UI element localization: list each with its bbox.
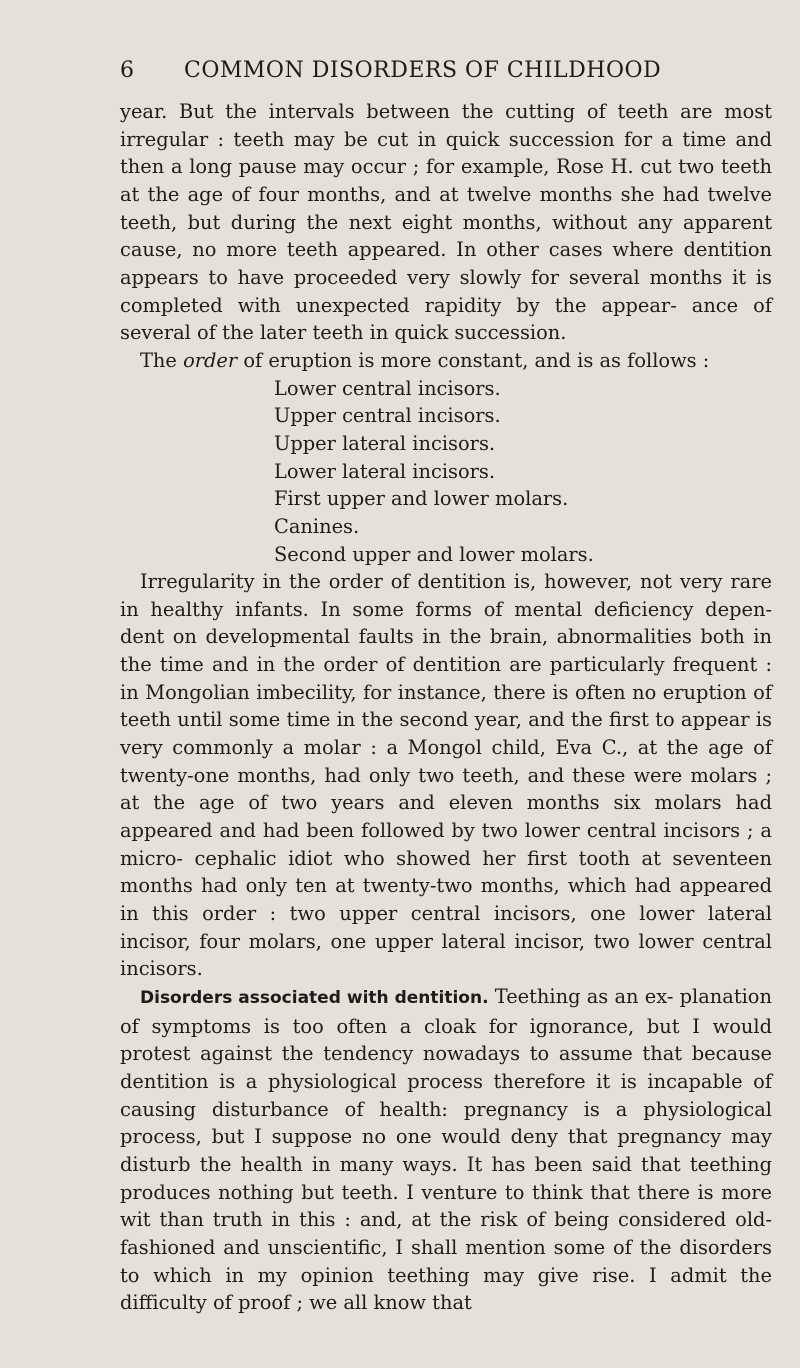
paragraph-irregularity: Irregularity in the order of dentition is, however, not very rare in healthy infants. In some forms of mental deficiency depen- dent on developmental faults in the brain, abnormalities both in the time and in the order of dentition are particularly frequent : in Mongolian imbecility, for instance, there is often no eruption of teeth until some time in the second year, and the first to appear is very commonly a molar : a Mongol child, Eva C., at the age of twenty-one months, had only two teeth, and these were molars ; at the age of two years and eleven months six molars had appeared and had been followed by two lower central incisors ; a micro- cephalic idiot who showed her first tooth at seventeen months had only ten at twenty-two months, which had appeared in this order : two upper central incisors, one lower lateral incisor, four molars, one upper lateral incisor, two lower central incisors. bbox=[120, 570, 772, 981]
body-text bbox=[120, 98, 772, 1317]
order-intro-start: The bbox=[140, 348, 184, 372]
list-item: Upper lateral incisors. bbox=[274, 431, 496, 455]
list-item: Lower lateral incisors. bbox=[274, 459, 496, 483]
list-item: Upper central incisors. bbox=[274, 404, 501, 428]
order-intro-end: of eruption is more constant, and is as follows : bbox=[237, 348, 710, 372]
list-item: Lower central incisors. bbox=[274, 376, 501, 400]
section-heading: Disorders associated with dentition. bbox=[140, 988, 489, 1008]
list-item: Second upper and lower molars. bbox=[274, 542, 594, 566]
paragraph-order-intro bbox=[120, 347, 772, 375]
list-item: Canines. bbox=[274, 514, 360, 538]
running-title: COMMON DISORDERS OF CHILDHOOD bbox=[184, 58, 662, 83]
eruption-order-list bbox=[120, 375, 772, 569]
disorders-text: Teething as an ex- planation of symptoms is too often a cloak for ignorance, but I would protest against the tendency nowadays to assume that because dentition is a physiological process therefore it is incapable of causing disturbance of health: pregnancy is a physiological process, but I suppose no one would deny that pregnancy may disturb the health in many ways. It has been said that teething produces nothing but teeth. I venture to think that there is more wit than truth in this : and, at the risk of being considered old-fashioned and unscientific, I shall mention some of the disorders to which in my opinion teething may give rise. I admit the difficulty of proof ; we all know that bbox=[120, 985, 772, 1315]
paragraph-intervals: year. But the intervals between the cutting of teeth are most irregular : teeth may be cut in quick succession for a time and then a long pause may occur ; for example, Rose H. cut two teeth at the age of four months, and at twelve months she had twelve teeth, but during the next eight months, without any apparent cause, no more teeth appeared. In other cases where dentition appears to have proceeded very slowly for several months it is completed with unexpected rapidity by the appear- ance of several of the later teeth in quick succession. bbox=[120, 100, 772, 345]
order-emphasis: order bbox=[183, 348, 238, 372]
list-item: First upper and lower molars. bbox=[274, 487, 569, 511]
page-header bbox=[120, 58, 800, 98]
paragraph-disorders bbox=[120, 983, 772, 1317]
page-number: 6 bbox=[120, 58, 135, 83]
